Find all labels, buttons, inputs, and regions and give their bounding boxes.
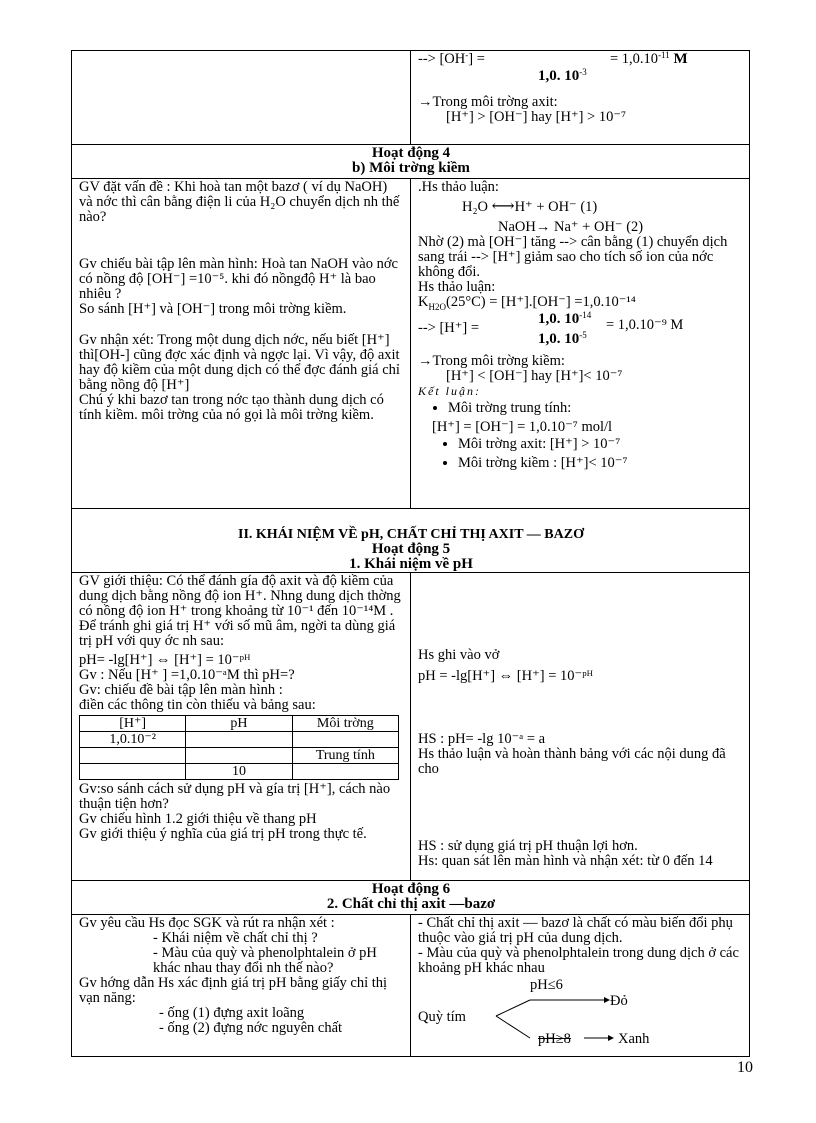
- activity5-title: Hoạt động 5: [371, 541, 451, 557]
- eq1-left: H₂O: [462, 199, 488, 215]
- activity4-header: [72, 145, 750, 179]
- activity6-subtitle: 2. Chất chỉ thị axit —bazơ: [326, 896, 496, 912]
- color-question: - Màu của quỳ và phenolphtalein ở pH khác nhau thay đổi nh thế nào?: [153, 945, 377, 976]
- table-cell: [186, 748, 292, 764]
- list-item: [448, 401, 743, 416]
- table-row: [72, 915, 750, 1057]
- student-discuss: .Hs thảo luận:: [418, 179, 499, 195]
- blue-label: Xanh: [618, 1031, 650, 1047]
- section2-header: [72, 509, 750, 573]
- neutral-label: Môi trờng trung tính:: [448, 400, 572, 416]
- table-row: [72, 573, 750, 881]
- teacher-request: Gv yêu cầu Hs đọc SGK và rút ra nhận xét :: [79, 915, 335, 931]
- activity6-header: [72, 881, 750, 915]
- table-row: [80, 764, 399, 780]
- ph-formula: pH= -lg[H⁺] ⇔ [H⁺] = 10⁻ᵖᴴ: [79, 652, 251, 668]
- ph-meaning: Gv giới thiệu ý nghĩa của giá trị pH trong thực tế.: [79, 826, 367, 842]
- eq2-left: NaOH: [498, 219, 536, 235]
- student-compare: HS : sử dụng giá trị pH thuận lợi hơn.: [418, 838, 638, 854]
- ph-scale: Gv chiếu hình 1.2 giới thiệu về thang pH: [79, 811, 317, 827]
- table-row: [80, 748, 399, 764]
- ph-high-label: pH≥8: [538, 1031, 571, 1047]
- row3-left-cell: [72, 573, 411, 881]
- ph-table: [79, 715, 399, 780]
- acid-conclusion: Môi trờng axit: [H⁺] > 10⁻⁷: [458, 436, 621, 452]
- row1-right-cell: --> [OH-] = = $1,0.10^{-11}$ M 1,0. $10^{-3}$ →Trong môi trờng axit: [H⁺] > [OH⁻] hay [H⁺] > 10⁻⁷: [411, 51, 750, 145]
- table-row: [72, 145, 750, 179]
- row3-right-cell: [411, 573, 750, 881]
- h-calc-den-exp: -5: [579, 330, 587, 340]
- activity4-subtitle: b) Môi trờng kiềm: [352, 160, 470, 176]
- table-cell: 1,0.10⁻²: [80, 732, 186, 748]
- col-header-ph: pH: [186, 716, 292, 732]
- student-table: Hs thảo luận và hoàn thành bảng với các nội dung đã cho: [418, 746, 726, 777]
- litmus-label: Quỳ tím: [418, 1009, 466, 1025]
- table-cell: [292, 764, 398, 780]
- row1-left-cell: [72, 51, 411, 145]
- oh-line: --> [OH: [418, 51, 466, 67]
- base-conclusion: Môi trờng kiềm : [H⁺]< 10⁻⁷: [458, 455, 628, 471]
- row2-left-cell: [72, 179, 411, 509]
- table-cell: [186, 732, 292, 748]
- row4-left-cell: [72, 915, 411, 1057]
- table-row: [72, 179, 750, 509]
- oh-unit: M: [669, 51, 688, 67]
- table-row: [80, 716, 399, 732]
- student-answer: HS : pH= -lg 10⁻ᵃ = a: [418, 731, 546, 747]
- ph-question: Gv : Nếu [H⁺ ] =1,0.10⁻ᵃM thì pH=?: [79, 667, 295, 683]
- h-calc-label: --> [H⁺] =: [418, 320, 480, 336]
- teacher-note: Chú ý khi bazơ tan trong nớc tạo thành dung dịch có tính kiềm. môi trờng của nó gọi là môi trờng kiềm.: [79, 392, 384, 423]
- tube-2: - ống (2) đựng nớc nguyên chất: [159, 1020, 343, 1036]
- conclusion-label: Kết luận:: [418, 384, 481, 398]
- row2-right-cell: .Hs thảo luận: H₂O ⟷H⁺ + OH⁻ (1) NaOH→ Na⁺ + OH⁻ (2) Nhờ (2) mà [OH⁻] tăng --> cân bằng (1) chuyển dịch sang trái --> [H⁺] giảm sao cho tích số ion của nớc không đổi. Hs thảo luận: $K_{H2O}(25^\circ C) = [H^+].[OH^-] =1,0.10^{-14}$ --> [H⁺] = 1,0. $10^{-14}$ = 1,0.10⁻⁹ M 1,0. $10^{-5}$ →Trong môi trờng kiềm: [H⁺] < [OH⁻] hay [H⁺]< 10⁻⁷ Kết luận: • Môi trờng trung tính: [H⁺] = [OH⁻] = 1,0.10⁻⁷ mol/l • Môi trờng axit: [H⁺] > 10⁻⁷ • Môi trờng kiềm : [H⁺]< 10⁻⁷: [411, 179, 750, 509]
- table-cell: [292, 732, 398, 748]
- student-observe: Hs: quan sát lên màn hình và nhận xét: từ 0 đến 14: [418, 853, 713, 869]
- conclusion-list-2: [418, 437, 743, 471]
- explanation: Nhờ (2) mà [OH⁻] tăng --> cân bằng (1) chuyển dịch sang trái --> [H⁺] giảm sao cho tích số ion của nớc không đổi.: [418, 234, 728, 280]
- exercise-intro: Gv: chiếu đề bài tập lên màn hình :: [79, 682, 283, 698]
- k-symbol: K: [418, 294, 429, 310]
- student-note: Hs ghi vào vở: [418, 647, 500, 663]
- indicator-colors: - Màu của quỳ và phenolphtalein trong dung dịch ở các khoảng pH khác nhau: [418, 945, 739, 976]
- page: [71, 50, 750, 1057]
- student-discuss-2: Hs thảo luận:: [418, 279, 496, 295]
- table-row: [80, 732, 399, 748]
- base-compare: [H⁺] < [OH⁻] hay [H⁺]< 10⁻⁷: [446, 368, 623, 384]
- conclusion-list: [418, 401, 743, 416]
- row4-right-cell: [411, 915, 750, 1057]
- red-label: Đỏ: [610, 993, 628, 1009]
- table-cell: [80, 748, 186, 764]
- indicator-definition: - Chất chỉ thị axit — bazơ là chất có màu biến đổi phụ thuộc vào giá trị pH của dung dịch.: [418, 915, 733, 946]
- eq2-right: Na⁺ + OH⁻ (2): [553, 219, 644, 235]
- acid-compare: [H⁺] > [OH⁻] hay [H⁺] > 10⁻⁷: [446, 109, 627, 125]
- table-cell: Trung tính: [292, 748, 398, 764]
- section2-title: II. KHÁI NIỆM VỀ pH, CHẤT CHỈ THỊ AXIT — BAZƠ: [238, 527, 584, 542]
- h-calc-num-exp: -14: [579, 310, 592, 320]
- compare-question: Gv:so sánh cách sử dụng pH và gía trị [H⁺], cách nào thuận tiện hơn?: [79, 781, 391, 812]
- col-header-h: [H⁺]: [80, 716, 186, 732]
- tube-1: - ống (1) đựng axit loãng: [159, 1005, 305, 1021]
- table-row: [72, 509, 750, 573]
- list-item: [458, 437, 743, 452]
- table-row: [72, 881, 750, 915]
- activity6-title: Hoạt động 6: [371, 881, 451, 897]
- neutral-value: [H⁺] = [OH⁻] = 1,0.10⁻⁷ mol/l: [432, 419, 613, 435]
- page-number: 10: [737, 1059, 753, 1076]
- teacher-guide: Gv hớng dẫn Hs xác định giá trị pH bằng giấy chỉ thị vạn năng:: [79, 975, 388, 1006]
- branch-arrows-icon: [418, 976, 618, 1050]
- exercise-text: Gv chiếu bài tập lên màn hình: Hoà tan NaOH vào nớc có nồng độ [OH⁻] =10⁻⁵. khi đó nồngđộ H⁺ là bao nhiêu ?: [79, 256, 398, 302]
- teacher-remark: Gv nhận xét: Trong một dung dịch nớc, nếu biết [H⁺] thì[OH-] cũng đợc xác định và ngợc lại. Vì vậy, độ axit hay độ kiềm của một dung dịch có thể đợc đánh giá chỉ bằng nồng độ [H⁺]: [79, 332, 400, 393]
- lesson-table: [71, 50, 750, 1057]
- col-header-env: Môi trờng: [292, 716, 398, 732]
- table-row: [72, 51, 750, 145]
- base-env: Trong môi trờng kiềm:: [432, 353, 565, 369]
- ph-intro: GV giới thiệu: Có thể đánh gía độ axit và độ kiềm của dung dịch bằng nồng độ ion H⁺. Nhng dung dịch thờng có nồng độ ion H⁺ trong khoảng từ 10⁻¹ đến 10⁻¹⁴M .: [79, 573, 401, 619]
- h-calc-den: 1,0. 10: [538, 331, 580, 347]
- activity5-subtitle: 1. Khái niệm về pH: [349, 556, 473, 572]
- teacher-question: GV đặt vấn đề : Khi hoà tan một bazơ ( ví dụ NaOH) và nớc thì cân bằng điện li của H₂O chuyển dịch nh thế nào?: [79, 179, 400, 225]
- compare-text: So sánh [H⁺] và [OH⁻] trong môi trờng kiềm.: [79, 301, 347, 317]
- table-cell: 10: [186, 764, 292, 780]
- h-calc-result: = 1,0.10⁻⁹ M: [606, 317, 684, 333]
- indicator-question: - Khái niệm về chất chỉ thị ?: [153, 930, 318, 946]
- k-sub: H2O: [428, 301, 446, 312]
- activity4-title: Hoạt động 4: [371, 145, 451, 161]
- litmus-diagram: [418, 976, 743, 1050]
- fraction-den: 1,0. 10: [538, 68, 580, 84]
- oh-value: = 1,0.10: [610, 51, 659, 67]
- table-cell: [80, 764, 186, 780]
- k-value: (25°C) = [H⁺].[OH⁻] =1,0.10⁻¹⁴: [445, 294, 636, 310]
- eq1-right: H⁺ + OH⁻ (1): [514, 199, 598, 215]
- ph-low-label: pH≤6: [530, 977, 563, 993]
- h-calc-num: 1,0. 10: [538, 311, 580, 327]
- exercise-task: điền các thông tin còn thiếu và bảng sau:: [79, 697, 316, 713]
- fraction-exp: -3: [579, 67, 587, 77]
- oh-exp: -11: [658, 50, 670, 60]
- ph-convention: Để tránh ghi giá trị H⁺ với số mũ âm, ngời ta dùng giá trị pH với quy ớc nh sau:: [79, 618, 396, 649]
- oh-eq: ] =: [468, 51, 485, 67]
- acid-env: Trong môi trờng axit:: [432, 94, 558, 110]
- list-item: [458, 456, 743, 471]
- student-formula: pH = -lg[H⁺] ⇔ [H⁺] = 10⁻ᵖᴴ: [418, 668, 594, 684]
